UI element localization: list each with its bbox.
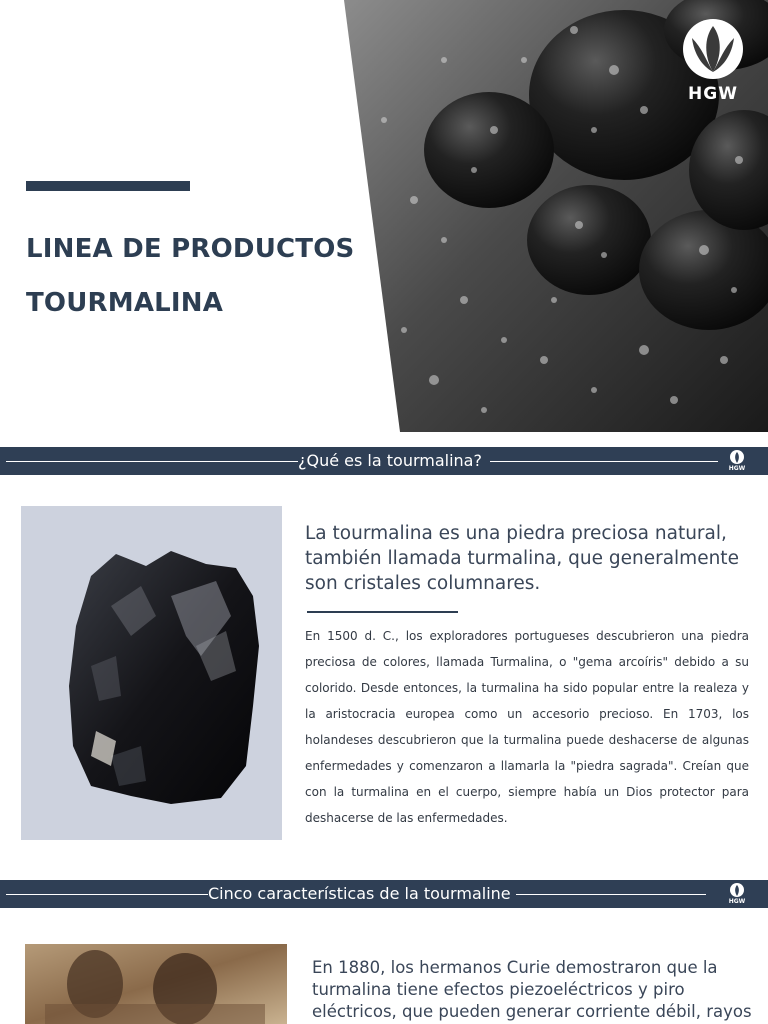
tourmaline-crystal-icon xyxy=(21,506,282,840)
hgw-logo xyxy=(678,16,748,108)
lotus-icon xyxy=(726,449,748,465)
banner-logo xyxy=(726,882,748,906)
section-title: Cinco características de la tourmaline xyxy=(208,884,511,903)
intro-divider xyxy=(307,611,458,613)
history-paragraph: En 1500 d. C., los exploradores portugueses descubrieron una piedra preciosa de colores, llamada Turmalina, o "gema arcoíris" debido a su colorido. Desde entonces, la turmalina ha sido popular entre la realeza y la aristocracia europea como un accesorio precioso. En 1703, los holandeses descubrieron que la turmalina puede deshacerse de algunas enfermedades y comenzaron a llamarla la "piedra sagrada". Creían que con la turmalina en el cuerpo, siempre había un Dios protector para deshacerse de las enfermedades. xyxy=(305,629,749,825)
banner-logo xyxy=(726,449,748,473)
hero-section xyxy=(0,0,768,432)
curie-brothers-photo xyxy=(25,944,287,1024)
lotus-icon xyxy=(678,16,748,82)
logo-text: HGW xyxy=(688,84,738,104)
banner-logo-text: HGW xyxy=(728,465,746,472)
banner-logo-text: HGW xyxy=(728,898,746,905)
section-banner-characteristics xyxy=(0,880,768,908)
banner-right-line xyxy=(490,461,718,462)
page-title-line-1: LINEA DE PRODUCTOS xyxy=(26,234,355,264)
curie-paragraph: En 1880, los hermanos Curie demostraron que la turmalina tiene efectos piezoeléctricos y piro eléctricos, que pueden generar corriente débil, rayos xyxy=(312,958,752,1021)
banner-left-line xyxy=(6,461,298,462)
section-title: ¿Qué es la tourmalina? xyxy=(298,451,482,470)
banner-left-line xyxy=(6,894,208,895)
tourmaline-gem-image xyxy=(21,506,282,840)
lotus-icon xyxy=(726,882,748,898)
title-accent-bar xyxy=(26,181,190,191)
banner-right-line xyxy=(516,894,706,895)
section-banner-what-is xyxy=(0,447,768,475)
intro-paragraph: La tourmalina es una piedra preciosa natural, también llamada turmalina, que generalmente son cristales columnares. xyxy=(305,523,739,594)
page-title-line-2: TOURMALINA xyxy=(26,288,224,318)
page-title xyxy=(26,222,366,330)
